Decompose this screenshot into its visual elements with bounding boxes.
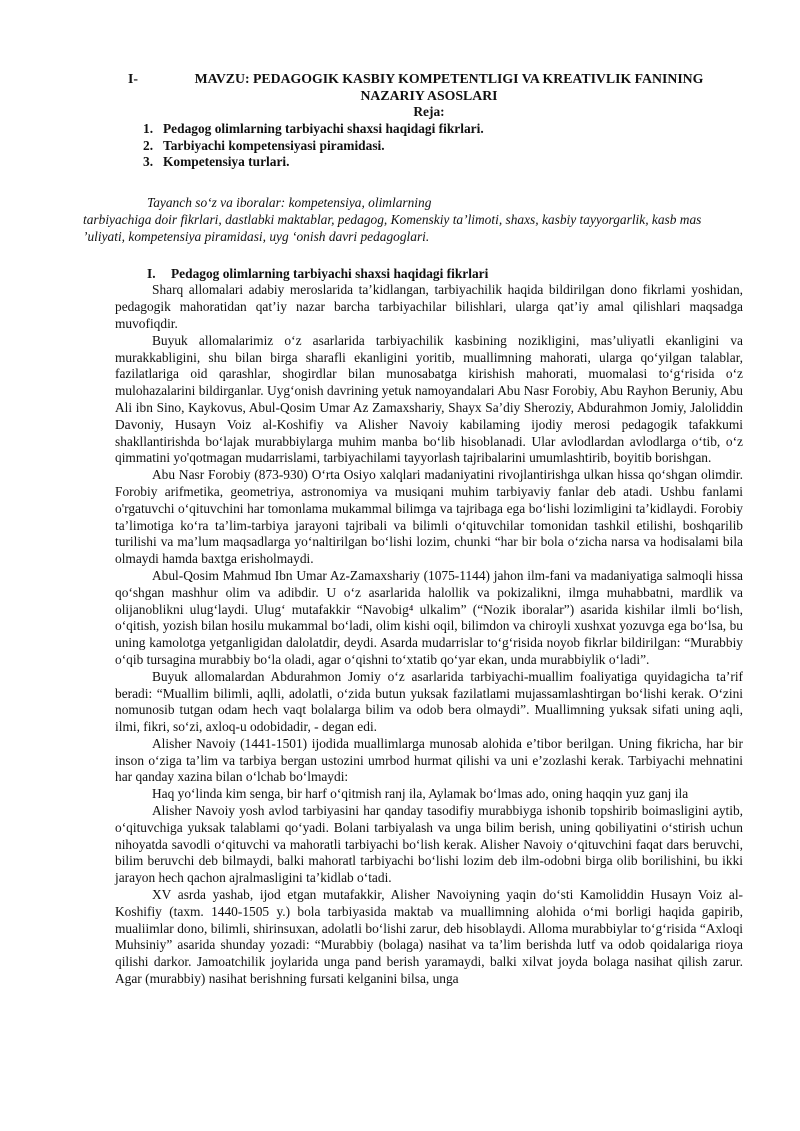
document-title (115, 70, 743, 104)
plan-item-text: Kompetensiya turlari. (163, 154, 290, 170)
plan-item-number: 1. (143, 120, 154, 136)
keywords-line-1: Tayanch so‘z va iboralar: kompetensiya, olimlarning (147, 195, 432, 211)
keywords-line-2: tarbiyachiga doir fikrlari, dastlabki maktablar, pedagog, Komenskiy ta’limoti, shaxs, kasbiy tayyorgarlik, kasb mas ’uliyati, kompetensiya piramidasi, uyg ‘onish davri pedagoglari. (83, 211, 702, 244)
paragraph: Sharq allomalari adabiy meroslarida ta’kidlangan, tarbiyachilik haqida bildirilgan dono fikrlami yoshidan, pedagogik mahoratidan qat’iy nazar barcha tarbiyachilar bilishlari, ularga qat’iy amal qilishlari maqsadga muvofiqdir. (115, 282, 743, 331)
title-marker: I- (128, 71, 138, 86)
paragraph: Buyuk allomalardan Abdurahmon Jomiy o‘z asarlarida tarbiyachi-muallim foaliyatiga quyidagicha ta’rif beradi: “Muallim bilimli, aqlli, adolatli, o‘zida butun yuksak fazilatlami mujassamlashtirgan bo‘lishi kerak. O‘zini nomunosib tutgan odam hech vaqt bolalarga bilim va odob bera olmaydi”. Muallimning yuksak sifati uning aqli, ilmi, fikri, so‘zi, axloq-u odobidadir, - degan edi. (115, 668, 743, 735)
title-line-1: MAVZU: PEDAGOGIK KASBIY KOMPETENTLIGI VA KREATIVLIK FANINING (194, 71, 704, 86)
paragraph: XV asrda yashab, ijod etgan mutafakkir, Alisher Navoiyning yaqin do‘sti Kamoliddin Husayn Voiz al-Koshifiy (taxm. 1440-1505 y.) bola tarbiyasida maktab va muallimning alohida o‘mi borligi haqida gapirib, mualiimlar dono, bilimli, shirinsuxan, adolatli bo‘lishi zarur, deb hisoblaydi. Alloma murabbiylar to‘g‘risida “Axloqi Muhsiniy” asarida shunday yozadi: “Murabbiy (bolaga) nasihat va ta’lim berishda lutf va odob qoidalariga rioya qilishi darkor. Jamoatchilik joylarida unga pand berish yaramaydi, balki xilvat joyda bolaga nasihat qilish zarur. Agar (murabbiy) nasihat berishning fursati kelganini bilsa, unga (115, 887, 743, 987)
paragraph: Buyuk allomalarimiz o‘z asarlarida tarbiyachilik kasbining nozikligini, mas’uliyatli ekanligini va murakkabligini, shu bilan birga sharafli ekanligini yoritib, muallimning mahorati, ularga qo‘yilgan talablar, fazilatlariga oid qarashlar, shogirdlar bilan munosabatga kirishish mahorati, muomalasi to‘g‘risida o‘z mulohazalarini bildirganlar. Uyg‘onish davrining yetuk namoyandalari Abu Nasr Forobiy, Abu Rayhon Beruniy, Abu Ali ibn Sino, Kaykovus, Abul-Qosim Umar Az Zamaxshariy, Shayx Sa’diy Sheroziy, Abdurahmon Jomiy, Jaloliddin Davoniy, Husayn Voiz al-Koshifiy va Alisher Navoiy kabilaming ijodiy merosi pedagogik tafakkumi shakllantirishda bo‘lajak murabbiylarga muhim manba bo‘lib hisoblanadi. Ular avlodlardan avlodlarga o‘tib, o‘z qimmatini yo'qotmagan mudarrislami, tarbiyachilami tayyorlash tajribalarini umumlashtirib, boyitib borishgan. (115, 332, 743, 466)
poem-quote: Haq yo‘linda kim senga, bir harf o‘qitmish ranj ila, Aylamak bo‘lmas ado, oning haqqin yuz ganj ila (152, 786, 689, 802)
document-page (83, 70, 743, 988)
keywords-block (83, 195, 743, 245)
section-heading (115, 266, 743, 283)
plan-item (115, 154, 743, 171)
plan-item-text: Pedagog olimlarning tarbiyachi shaxsi haqidagi fikrlari. (163, 120, 484, 136)
paragraph: Alisher Navoiy yosh avlod tarbiyasini har qanday tasodifiy murabbiyga ishonib topshirib boimasligini aytib, o‘qituvchiga yuksak talablami qo‘yadi. Bolani tarbiyalash va unga bilim berish, uning qobiliyatini o‘stirish uchun nihoyatda savodli o‘qituvchi va mahoratli tarbiyachi bo‘lish kerak. Alisher Navoiy o‘qituvchini faqat dars beruvchi, bilim beruvchi deb bilmaydi, balki mahoratl tarbiyachi bo‘lishi lozim deb ilm-odobni birga olib borilishini, bu ikki jarayon hech qachon ajralmasligini ta’kidlab o‘tadi. (115, 803, 743, 886)
plan-item-number: 3. (143, 154, 154, 170)
plan-list (115, 121, 743, 171)
plan-item-text: Tarbiyachi kompetensiyasi piramidasi. (163, 137, 385, 153)
plan-item (115, 138, 743, 155)
paragraph: Alisher Navoiy (1441-1501) ijodida muallimlarga munosab alohida e’tibor berilgan. Uning fikricha, har bir inson o‘ziga ta’lim va tarbiya bergan ustozini umrbod hurmat qilishi va uni e’zozlashi kerak. Tarbiyachi mehnatini har qanday xazina bilan o‘lchab bo‘lmaydi: (115, 735, 743, 785)
paragraph: Abu Nasr Forobiy (873-930) O‘rta Osiyo xalqlari madaniyatini rivojlantirishga ulkan hissa qo‘shgan olimdir. Forobiy arifmetika, geometriya, astronomiya va musiqani muhim tarbiyaviy fanlar deb atadi. Ushbu fanlami o'rgatuvchi o‘qituvchini har tomonlama mukammal bilimga va tajribaga ega bo‘lishi lozimligini ta’kidlaydi. Forobiy ta’limotiga ko‘ra ta’lim-tarbiya jarayoni tajribali va bilimli o‘qituvchilar tomonidan tashkil etilishi, boshqarilib turilishi va ma’lum maqsadlarga yo‘naltirilgan bo‘lishi lozim, chunki “har bir bola o‘zicha narsa va hodisalami bila olmaydi hamda baxtga erisholmaydi. (115, 467, 743, 567)
section-number: I. (147, 265, 156, 281)
paragraph: Abul-Qosim Mahmud Ibn Umar Az-Zamaxshariy (1075-1144) jahon ilm-fani va madaniyatiga salmoqli hissa qo‘shgan mashhur olim va adibdir. U o‘z asarlarida halollik va pokizalikni, ilmga muhabbatni, mardlik va olijanoblikni ulug‘laydi. Ulug‘ mutafakkir “Navobig⁴ ulkalim” (“Nozik iboralar”) asarida kishilar ilmli bo‘lish, o‘qitish, yozish bilan hosilu mukammal bo‘ladi, olim kishi oqil, bilimdon va chiroyli xushxat yozuvga ega bo‘lsa, bu uning kamolotga yetganligidan dalolatdir, deydi. Asarda mudarrislar to‘g‘risida noyob fikrlar bildirilgan: “Murabbiy o‘qib tursagina murabbiy bo‘la oladi, agar o‘qishni to‘xtatib qo‘yar ekan, unda murabbiylik o‘ladi”. (115, 567, 743, 667)
plan-heading: Reja: (413, 104, 445, 119)
section-title: Pedagog olimlarning tarbiyachi shaxsi haqidagi fikrlari (171, 265, 489, 281)
plan-item-number: 2. (143, 137, 154, 153)
plan-item (115, 121, 743, 138)
title-line-2: NAZARIY ASOSLARI (360, 88, 498, 103)
